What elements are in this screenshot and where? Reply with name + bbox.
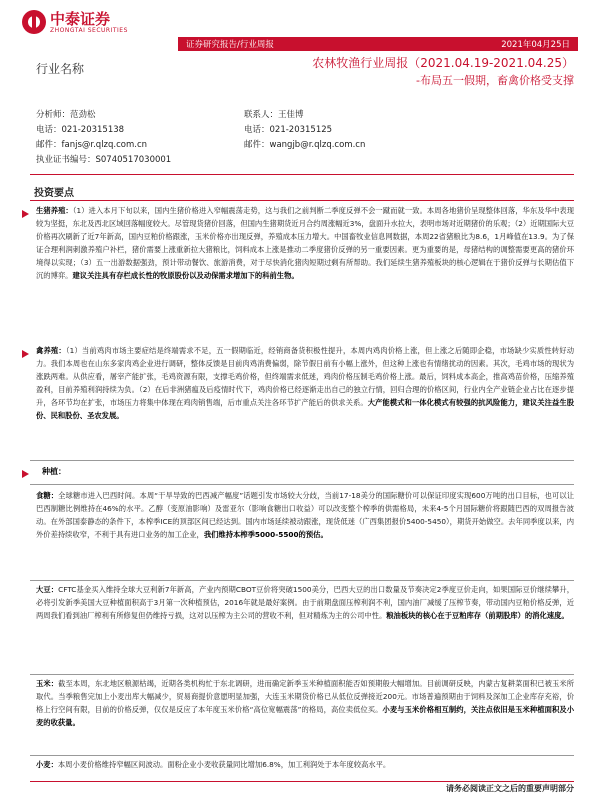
wheat-divider <box>30 755 574 756</box>
poultry-section <box>36 345 574 423</box>
soy-label: 大豆： <box>36 585 59 594</box>
planting-divider-2 <box>30 484 574 485</box>
analyst-email: 邮件：fanjs@r.qlzq.com.cn <box>36 140 148 150</box>
header-divider <box>30 174 574 175</box>
wheat-section <box>36 759 574 773</box>
pig-text: （1）进入本月下旬以来，国内生猪价格进入窄幅震荡走势，这与我们之前判断二季度反弹不会一蹴而就一致。本周各地猪价呈现整体回落，华东及华中表现较为坚挺，东北及西北区域回落幅度较大。尽管现货猪价回落，但国内生猪期货近月合约周涨幅近3%，盘面升水拉大，表明市场对近期猪价的乐观；（2）近期国际大豆价格再次刷新了近7年新高，国内豆粕价格跟涨，玉米价格亦出现反弹，养殖成本压力增大。中国畜牧业信息网数据，本周22省猪粮比为8.6，1月峰值在13.9。为了保证合理利润刺激养殖户补栏，猪价需要上涨重新拉大猪粮比，饲料成本上涨是推动二季度猪价反弹的另一重要因素。更为重要的是，母猪结构的调整需要更高的猪价环境得以实现；（3）五一出游数据强劲，预计带动餐饮、旅游消费，对于尽快消化猪肉短期过剩有所帮助。我们延续生猪养殖板块的核心逻辑在于猪价反弹与长期估值下沉的博弈。 <box>36 206 574 280</box>
planting-head: 种植： <box>42 467 66 476</box>
corn-highlight: 小麦与玉米价格相互制约，关注点依旧是玉米种植面积及小麦的收获量。 <box>36 704 574 727</box>
sector-name: 行业名称 <box>36 62 85 76</box>
contact-name: 联系人：王佳博 <box>244 110 304 120</box>
sugar-label: 食糖： <box>36 491 59 500</box>
corn-divider <box>30 674 574 675</box>
sugar-text: 全球糖市进入巴西时间。本周“干旱导致的巴西减产幅度”话题引发市场较大分歧，当前17-18美分的国际糖价可以保证印度实现600万吨的出口目标，也可以让巴西制糖比例维持在46%的水平。乙醇（变原油影响）及雷亚尔（影响食糖出口收益）可以改变整个榨季的供需格局，未来4-5个月国际糖价将跟随巴西的双周报告波动。在外部国泰静态的条件下，本榨季ICE的顶部区间已经达到。国内市场延续被动跟涨，现货低迷（广西集团报价5400-5450），期货开始做空。去年同季度以来，内外价差持续收窄，不利于具有进口业务的加工企业， <box>36 491 575 539</box>
soy-text: CFTC基金买入维持全球大豆利新7年新高，产业内预期CBOT豆价将突破1500美分，巴西大豆的出口数量及节奏决定2季度豆价走向，如果国际豆价继续攀升，必将引发新季美国大豆种植面积高于3月第一次种植预估，2016年就是最好案例。由于前期盘面压榨利润不利，国内油厂减缓了压榨节奏，带动国内豆粕价格反弹，近两周我们看到油厂榨利有所修复但仍维持亏损，这对以压榨为主公司的营收不利，但对精炼为主的公司中性。 <box>36 585 575 620</box>
soy-section <box>36 584 574 624</box>
sugar-highlight: 我们维持本榨季5000-5500的预估。 <box>203 529 328 539</box>
license-number: 执业证书编号：S0740517030001 <box>36 155 172 165</box>
report-date: 2021年04月25日 <box>501 40 570 50</box>
poultry-highlight: 大产能模式和一体化模式有较强的抗风险能力，建议关注益生股份、民和股份、圣农发展。 <box>36 397 574 420</box>
analyst-phone: 电话：021-20315138 <box>36 125 125 135</box>
disclaimer-footer: 请务必阅读正文之后的重要声明部分 <box>446 784 574 793</box>
corn-text: 截至本周，东北地区粮源枯竭，近期各类机构忙于东北调研，进而确定新季玉米种植面积能否如预期般大幅增加。目前调研反映，内蒙古复耕菜面积已被玉米所取代。当季粮售完加上小麦出库大幅减少，贸易商提价意愿明显加强，大连玉米期货价格已从低位反弹接近200元。市场普遍预期由于饲料及深加工企业库存充裕，价格上行空间有限，目前的价格反弹，仅仅是反应了本年度玉米价格“高位宽幅震荡”的格局，高位卖低位买。 <box>36 679 575 714</box>
report-title: 农林牧渔行业周报（2021.04.19-2021.04.25） <box>312 56 574 70</box>
report-type: 证券研究报告/行业周报 <box>186 40 274 50</box>
bullet-arrow-icon <box>22 470 29 478</box>
company-logo <box>22 10 128 34</box>
contact-phone: 电话：021-20315125 <box>244 125 333 135</box>
bullet-arrow-icon <box>22 350 29 358</box>
corn-label: 玉米： <box>36 679 59 688</box>
contact-email: 邮件：wangjb@r.qlzq.com.cn <box>244 140 366 150</box>
report-banner <box>178 37 578 51</box>
pig-label: 生猪养殖： <box>36 206 73 215</box>
corn-section <box>36 678 574 731</box>
zhongtai-logo-icon <box>22 10 46 34</box>
footer-line <box>30 781 574 782</box>
section-title: 投资要点 <box>34 188 74 199</box>
wheat-label: 小麦： <box>36 760 58 769</box>
planting-divider <box>30 460 574 461</box>
section-divider <box>30 200 574 201</box>
analyst-name: 分析师：范劲松 <box>36 110 96 120</box>
wheat-text: 本周小麦价格维持窄幅区间波动。面粉企业小麦收获量同比增加6.8%，加工利润处于本年度较高水平。 <box>57 760 391 769</box>
report-subtitle: -布局五一假期，畜禽价格受支撑 <box>416 74 574 87</box>
logo-cn-text: 中泰证券 <box>50 9 111 28</box>
poultry-label: 禽养殖： <box>36 346 66 355</box>
poultry-text: （1）当前鸡肉市场主要症结是终端需求不足，五一假期临近，经销商备货积极性提升，本周内鸡肉价格上涨，但上涨之后随即企稳，市场缺少实质性转好动力。我们本周也在山东多家肉鸡企业进行调研，整体反馈是目前肉鸡消费偏弱，除节假日前有小幅上涨外，但这种上涨也有情绪扰动的因素。其次，毛鸡市场的现状为涨跌两难。从供应看，屠宰产能扩张，毛鸡资源有限，支撑毛鸡价格，但终端需求低迷，鸡肉价格压制毛鸡价格上涨。最后，饲料成本高企，推高鸡苗价格，压缩养殖盈利，目前养殖利润持续为负。（2）在后非洲猪瘟及后疫情时代下，鸡肉价格已经逐渐走出自己的独立行情，回归合理的价格区间，行业内全产业链企业占比在逐步提升，各环节均在扩张，市场压力将集中体现在鸡肉销售端，后市重点关注各环节扩产能后的供求关系。 <box>36 346 574 407</box>
pig-section <box>36 205 574 283</box>
pig-highlight: 建议关注具有存栏成长性的牧原股份以及动保需求增加下的科前生物。 <box>72 270 299 280</box>
soy-highlight: 粮油板块的核心在于豆粕库存（前期股库）的消化速度。 <box>386 610 569 620</box>
soy-divider <box>30 580 574 581</box>
bullet-arrow-icon <box>22 210 29 218</box>
contact-block <box>36 108 366 168</box>
logo-en-text: ZHONGTAI SECURITIES <box>50 26 128 34</box>
sugar-section <box>36 490 574 543</box>
